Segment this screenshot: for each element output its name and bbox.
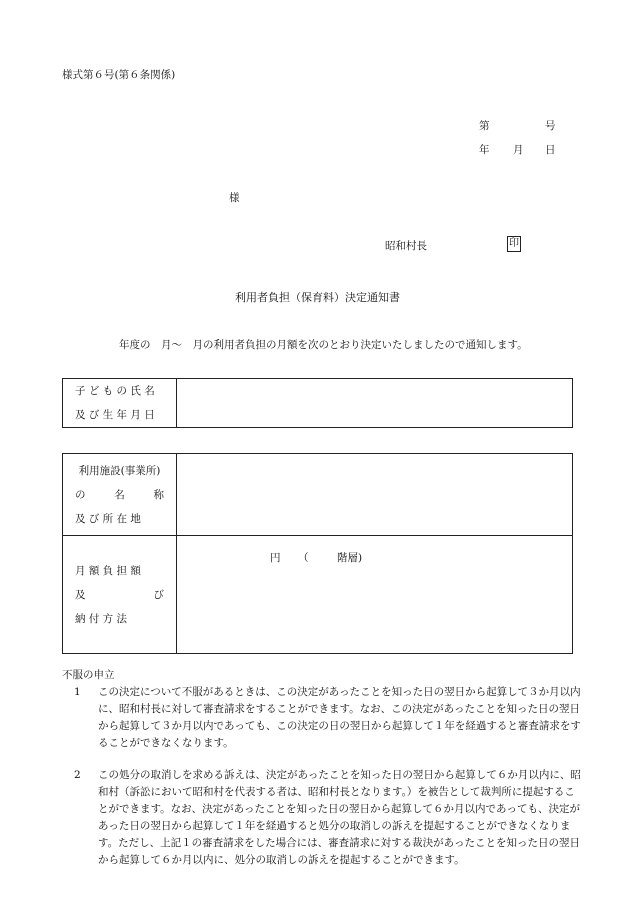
- child-info-label: [63, 379, 177, 428]
- appeal-item-1: [62, 684, 582, 752]
- facility-label-line2: [63, 483, 176, 507]
- appeal-item-number: 1: [74, 686, 81, 698]
- fee-label-oyobi-b: び: [153, 588, 164, 601]
- fee-value[interactable]: [177, 536, 573, 654]
- seal-mark: [507, 236, 521, 252]
- appeal-item-text: この決定について不服があるときは、この決定があったことを知った日の翌日から起算して３か月以内に、昭和村長に対して審査請求をすることができます。なお、この決定があったことを知った日の翌日から起算して３か月以内であっても、この決定の日の翌日から起算して１年を経過すると審査請求をすることができなくなります。: [98, 686, 581, 749]
- facility-value[interactable]: [177, 454, 573, 536]
- document-number-prefix: 第: [479, 120, 490, 132]
- facility-fee-table: [62, 453, 573, 654]
- fee-open-paren: （: [298, 552, 309, 564]
- child-info-value[interactable]: [177, 379, 573, 428]
- appeal-item-text: この処分の取消しを求める訴えは、決定があったことを知った日の翌日から起算して６か月以内に、昭和村（訴訟において昭和村を代表する者は、昭和村長となります。）を被告として裁判所に提起することができます。なお、決定があったことを知った日の翌日から起算して６か月以内であっても、決定があった日の翌日から起算して１年を経過すると処分の取消しの訴えを提起することができなくなります。ただし、上記１の審査請求をした場合には、審査請求に対する裁決があったことを知った日の翌日から起算して６か月以内に、処分の取消しの訴えを提起することができます。: [98, 769, 581, 866]
- document-title: 利用者負担（保育料）決定通知書: [235, 291, 400, 304]
- issuer-title: 昭和村長: [385, 240, 427, 252]
- fee-label: [63, 536, 177, 654]
- facility-label-line1: 利用施設(事業所): [78, 464, 161, 477]
- fee-tier-label: 階層): [337, 552, 363, 564]
- addressee-suffix: 様: [229, 192, 240, 204]
- appeal-item-2: [62, 767, 582, 869]
- appeal-item-number: 2: [74, 769, 81, 781]
- child-name-label: 子 ど も の 氏 名: [75, 385, 155, 397]
- appeal-heading: 不服の申立: [62, 669, 115, 681]
- fee-label-oyobi-a: 及: [75, 588, 86, 601]
- date-year-label: 年: [479, 144, 490, 156]
- date-day-label: 日: [545, 144, 556, 156]
- birthdate-label: 及 び 生 年 月 日: [75, 409, 155, 421]
- form-number: 様式第６号(第６条関係): [62, 69, 176, 81]
- seal-icon: 印: [507, 236, 521, 252]
- facility-label: [63, 454, 177, 536]
- date-month-label: 月: [513, 144, 524, 156]
- facility-label-line3: 及 び 所 在 地: [75, 512, 141, 525]
- document-number-suffix: 号: [545, 120, 556, 132]
- fee-yen-label: 円: [270, 552, 281, 564]
- facility-label-na: 名: [114, 488, 125, 501]
- fee-label-line2: [63, 583, 176, 607]
- facility-label-sho: 称: [153, 488, 164, 501]
- fee-label-line3: 納 付 方 法: [75, 612, 128, 625]
- appeal-notice: [62, 667, 582, 869]
- facility-label-no: の: [75, 488, 86, 501]
- child-info-table: [62, 378, 573, 428]
- intro-text: 年度の 月～ 月の利用者負担の月額を次のとおり決定いたしましたので通知します。: [119, 339, 528, 351]
- fee-label-line1: 月 額 負 担 額: [75, 564, 141, 577]
